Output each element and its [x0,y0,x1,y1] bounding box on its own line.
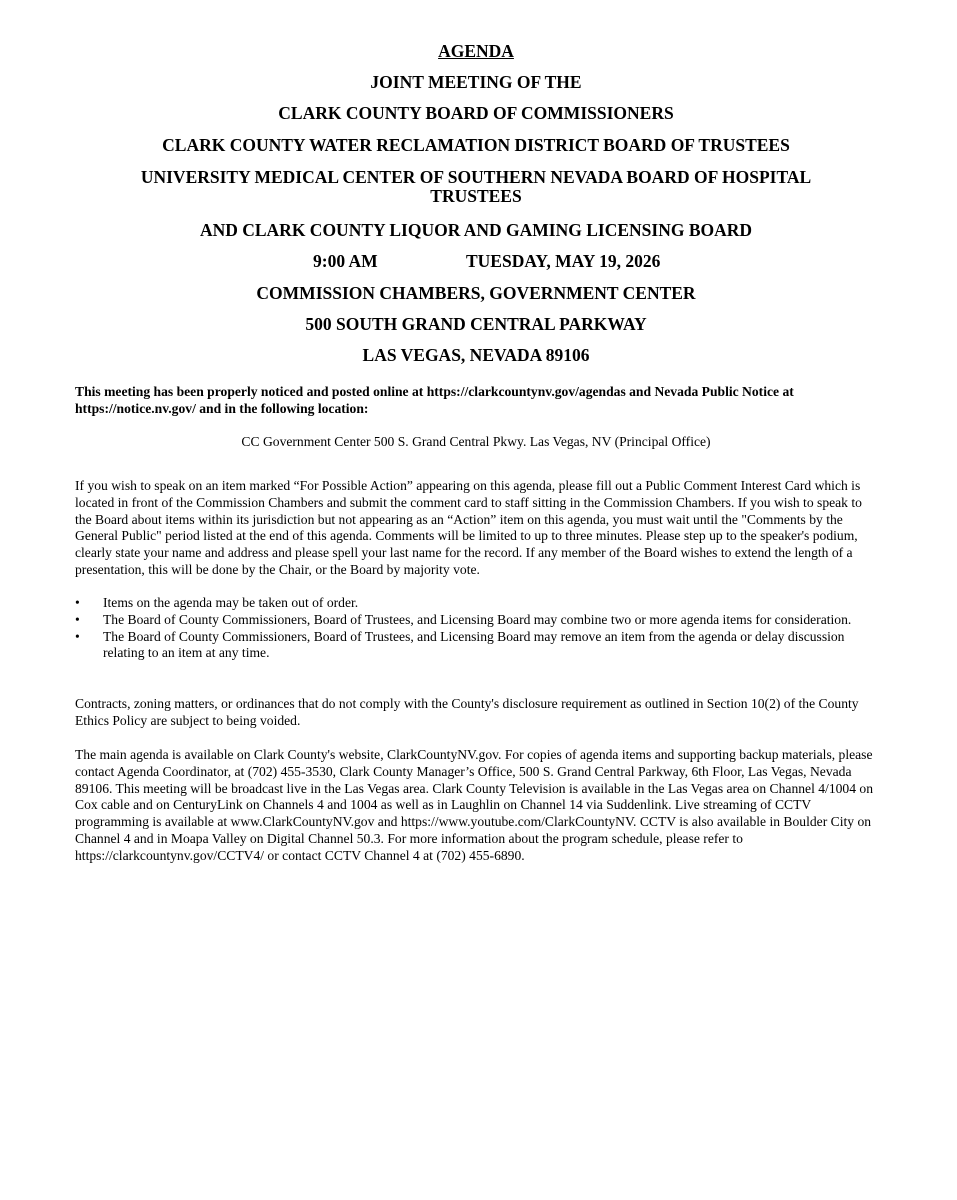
umc-heading: UNIVERSITY MEDICAL CENTER OF SOUTHERN NEVADA BOARD OF HOSPITAL TRUSTEES [140,167,812,206]
posting-location: CC Government Center 500 S. Grand Central Pkwy. Las Vegas, NV (Principal Office) [241,434,711,449]
meeting-date: TUESDAY, MAY 19, 2026 [466,251,661,271]
list-item [75,595,881,612]
agenda-rules-list [75,595,881,662]
list-item-text: Items on the agenda may be taken out of order. [103,595,359,610]
liquor-gaming-heading: AND CLARK COUNTY LIQUOR AND GAMING LICENSING BOARD [199,220,753,240]
water-reclamation-heading: CLARK COUNTY WATER RECLAMATION DISTRICT BOARD OF TRUSTEES [162,135,790,155]
meeting-venue: COMMISSION CHAMBERS, GOVERNMENT CENTER [256,283,696,303]
meeting-address: 500 SOUTH GRAND CENTRAL PARKWAY [305,314,647,334]
list-item-text: The Board of County Commissioners, Board of Trustees, and Licensing Board may remove an item from the agenda or delay discussion relating to an item at any time. [103,628,845,661]
posting-notice: This meeting has been properly noticed and posted online at https://clarkcountynv.gov/agendas and Nevada Public Notice at https://notice.nv.gov/ and in the following location: [75,384,794,416]
list-item [75,612,881,629]
joint-meeting-heading: JOINT MEETING OF THE [370,72,582,92]
board-commissioners-heading: CLARK COUNTY BOARD OF COMMISSIONERS [278,103,674,123]
disclosure-paragraph: Contracts, zoning matters, or ordinances that do not comply with the County's disclosure requirement as outlined in Section 10(2) of the County Ethics Policy are subject to being voided. [75,696,859,728]
main-agenda-paragraph: The main agenda is available on Clark County's website, ClarkCountyNV.gov. For copies of agenda items and supporting backup materials, please contact Agenda Coordinator, at (702) 455-3530, Clark County Manager’s Office, 500 S. Grand Central Parkway, 6th Floor, Las Vegas, Nevada 89106. This meeting will be broadcast live in the Las Vegas area. Clark County Television is available in the Las Vegas area on Channel 4/1004 on Cox cable and on CenturyLink on Channels 4 and 1004 as well as in Laughlin on Channel 14 via Suddenlink. Live streaming of CCTV programming is available at www.ClarkCountyNV.gov and https://www.youtube.com/ClarkCountyNV. CCTV is also available in Boulder City on Channel 4 and in Moapa Valley on Digital Channel 50.3. For more information about the program schedule, please refer to https://clarkcountynv.gov/CCTV4/ or contact CCTV Channel 4 at (702) 455-6890. [75,747,873,863]
bullet-icon: • [75,628,80,644]
meeting-time: 9:00 AM [313,251,378,271]
list-item [75,629,881,663]
meeting-city: LAS VEGAS, NEVADA 89106 [362,345,590,365]
bullet-icon: • [75,595,80,610]
agenda-title: AGENDA [438,41,514,61]
list-item-text: The Board of County Commissioners, Board of Trustees, and Licensing Board may combine two or more agenda items for consideration. [103,611,852,627]
bullet-icon: • [75,611,80,627]
public-comment-paragraph: If you wish to speak on an item marked “For Possible Action” appearing on this agenda, please fill out a Public Comment Interest Card which is located in front of the Commission Chambers and submit the comment card to staff sitting in the Commission Chambers. If you wish to speak to the Board about items within its jurisdiction but not appearing as an “Action” item on this agenda, you must wait until the "Comments by the General Public" period listed at the end of this agenda. Comments will be limited to up to three minutes. Please step up to the speaker's podium, clearly state your name and address and please spell your last name for the record. If any member of the Board wishes to extend the length of a presentation, this will be done by the Chair, or the Board by majority vote. [75,478,862,577]
